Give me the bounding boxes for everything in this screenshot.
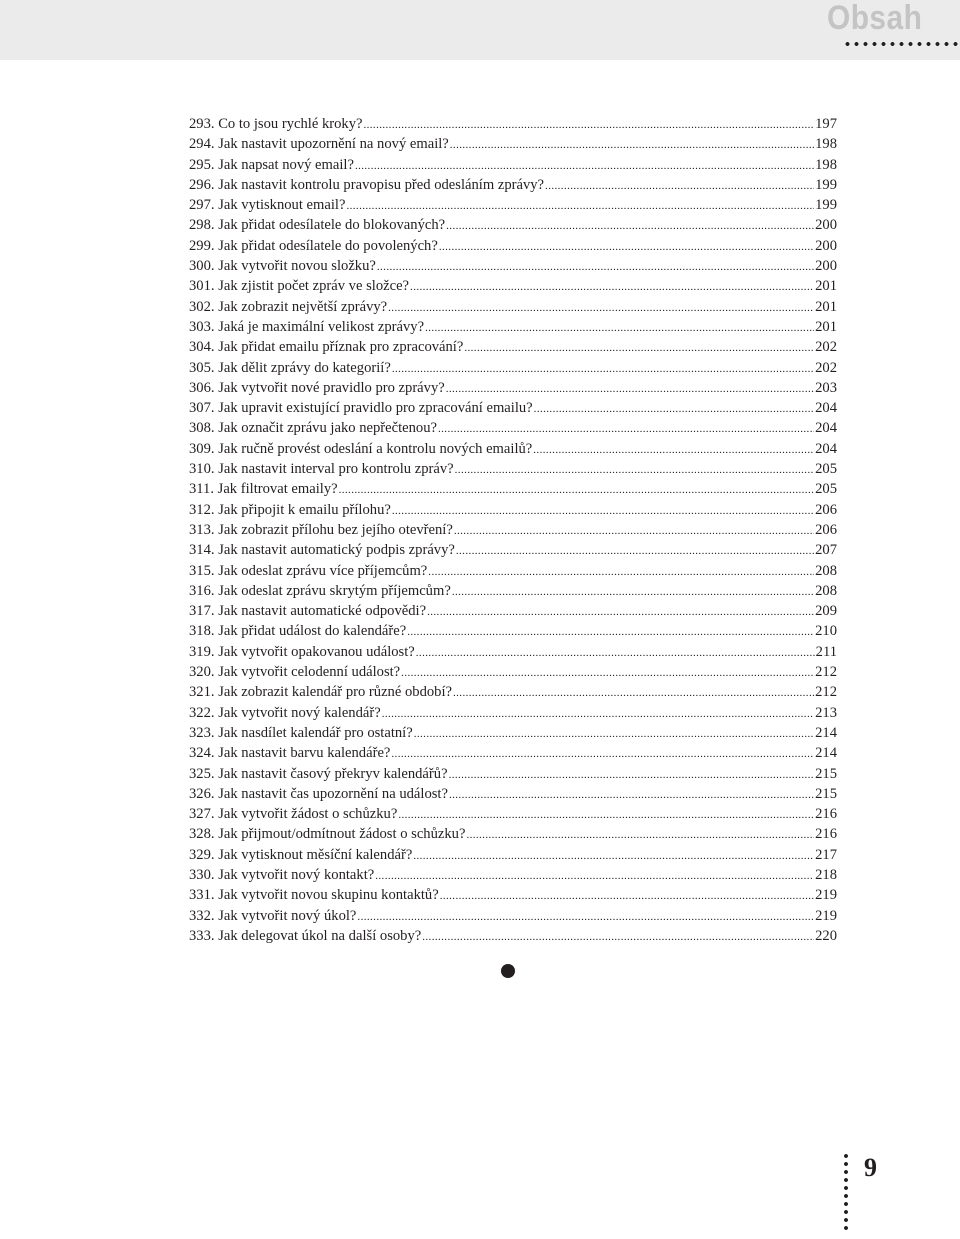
toc-dot-leader	[339, 480, 815, 500]
toc-entry-page: 216	[815, 826, 837, 843]
toc-entry-title: 300. Jak vytvořit novou složku?	[189, 258, 376, 275]
toc-entry[interactable]	[189, 276, 837, 296]
toc-entry-page: 205	[815, 481, 837, 498]
toc-entry-page: 204	[815, 420, 837, 437]
toc-entry-page: 204	[815, 440, 837, 457]
toc-entry-title: 311. Jak filtrovat emaily?	[189, 481, 338, 498]
toc-entry-page: 218	[815, 866, 837, 883]
toc-entry[interactable]	[189, 459, 837, 479]
toc-entry-page: 215	[815, 785, 837, 802]
toc-entry-page: 198	[815, 156, 837, 173]
page-number: 9	[864, 1153, 877, 1182]
toc-dot-leader	[392, 501, 814, 521]
toc-entry[interactable]	[189, 682, 837, 702]
toc-dot-leader	[449, 785, 814, 805]
toc-entry[interactable]	[189, 418, 837, 438]
toc-entry-title: 321. Jak zobrazit kalendář pro různé období?	[189, 684, 452, 701]
toc-dot-leader	[454, 521, 814, 541]
toc-dot-leader	[440, 886, 814, 906]
toc-entry[interactable]	[189, 155, 837, 175]
toc-dot-leader	[466, 825, 814, 845]
toc-dot-leader	[375, 866, 814, 886]
toc-entry-title: 331. Jak vytvořit novou skupinu kontaktů?	[189, 887, 439, 904]
toc-entry-title: 295. Jak napsat nový email?	[189, 156, 354, 173]
toc-entry-page: 201	[815, 298, 837, 315]
toc-entry[interactable]	[189, 215, 837, 235]
toc-entry-page: 206	[815, 501, 837, 518]
toc-entry[interactable]	[189, 743, 837, 763]
toc-entry-page: 198	[815, 136, 837, 153]
toc-entry-title: 326. Jak nastavit čas upozornění na událost?	[189, 785, 448, 802]
toc-entry-page: 220	[815, 927, 837, 944]
toc-dot-leader	[346, 196, 814, 216]
toc-entry-page: 201	[815, 278, 837, 295]
toc-dot-leader	[391, 744, 814, 764]
toc-entry[interactable]	[189, 520, 837, 540]
toc-entry[interactable]	[189, 114, 837, 134]
toc-dot-leader	[377, 257, 814, 277]
toc-entry-title: 308. Jak označit zprávu jako nepřečtenou?	[189, 420, 437, 437]
toc-dot-leader	[534, 399, 814, 419]
toc-dot-leader	[446, 216, 814, 236]
page-title: Obsah	[826, 0, 922, 37]
toc-entry-title: 327. Jak vytvořit žádost o schůzku?	[189, 806, 398, 823]
toc-entry[interactable]	[189, 256, 837, 276]
toc-dot-leader	[425, 318, 814, 338]
toc-entry-page: 208	[815, 562, 837, 579]
toc-entry[interactable]	[189, 642, 837, 662]
page-number-dotted-rule	[843, 1152, 849, 1234]
section-end-bullet	[501, 964, 515, 978]
toc-entry-title: 333. Jak delegovat úkol na další osoby?	[189, 927, 422, 944]
header-dotted-rule	[843, 41, 960, 47]
toc-entry-page: 200	[815, 217, 837, 234]
toc-entry-title: 307. Jak upravit existující pravidlo pro zpracování emailu?	[189, 400, 533, 417]
toc-dot-leader	[438, 419, 814, 439]
toc-dot-leader	[446, 379, 814, 399]
toc-entry-title: 324. Jak nastavit barvu kalendáře?	[189, 745, 391, 762]
toc-entry-title: 306. Jak vytvořit nové pravidlo pro zprávy?	[189, 379, 445, 396]
toc-entry-page: 215	[815, 765, 837, 782]
toc-entry[interactable]	[189, 703, 837, 723]
toc-entry[interactable]	[189, 865, 837, 885]
toc-entry-page: 202	[815, 339, 837, 356]
toc-entry[interactable]	[189, 926, 837, 946]
toc-entry-title: 320. Jak vytvořit celodenní událost?	[189, 664, 401, 681]
toc-entry-title: 328. Jak přijmout/odmítnout žádost o schůzku?	[189, 826, 466, 843]
toc-entry-title: 318. Jak přidat událost do kalendáře?	[189, 623, 407, 640]
toc-dot-leader	[453, 683, 814, 703]
toc-entry-page: 209	[815, 603, 837, 620]
toc-entry[interactable]	[189, 317, 837, 337]
toc-entry-page: 208	[815, 582, 837, 599]
toc-entry-page: 212	[815, 684, 837, 701]
toc-entry-title: 293. Co to jsou rychlé kroky?	[189, 116, 363, 132]
toc-dot-leader	[407, 622, 814, 642]
table-of-contents	[189, 114, 837, 946]
toc-entry-title: 319. Jak vytvořit opakovanou událost?	[189, 643, 415, 660]
toc-dot-leader	[357, 907, 814, 927]
toc-dot-leader	[414, 724, 814, 744]
toc-dot-leader	[427, 602, 814, 622]
toc-entry-title: 294. Jak nastavit upozornění na nový email?	[189, 136, 449, 153]
toc-entry-page: 212	[815, 664, 837, 681]
toc-dot-leader	[422, 927, 814, 947]
toc-entry[interactable]	[189, 845, 837, 865]
toc-entry[interactable]	[189, 581, 837, 601]
toc-dot-leader	[449, 765, 815, 785]
toc-entry-page: 219	[815, 907, 837, 924]
toc-dot-leader	[416, 643, 815, 663]
toc-entry-page: 201	[815, 318, 837, 335]
toc-dot-leader	[464, 338, 814, 358]
header-band	[0, 0, 960, 60]
toc-entry-page: 210	[815, 623, 837, 640]
toc-dot-leader	[439, 237, 814, 257]
toc-dot-leader	[413, 846, 814, 866]
toc-entry-title: 298. Jak přidat odesílatele do blokovaných?	[189, 217, 446, 234]
toc-entry-title: 313. Jak zobrazit přílohu bez jejího otevření?	[189, 521, 453, 538]
toc-entry[interactable]	[189, 500, 837, 520]
toc-entry-page: 199	[815, 197, 837, 214]
toc-entry[interactable]	[189, 824, 837, 844]
toc-dot-leader	[382, 704, 814, 724]
toc-entry-title: 332. Jak vytvořit nový úkol?	[189, 907, 357, 924]
toc-entry[interactable]	[189, 662, 837, 682]
toc-entry[interactable]	[189, 439, 837, 459]
toc-entry-title: 325. Jak nastavit časový překryv kalendářů?	[189, 765, 448, 782]
toc-entry-page: 219	[815, 887, 837, 904]
toc-entry[interactable]	[189, 885, 837, 905]
toc-entry-page: 200	[815, 237, 837, 254]
toc-entry[interactable]	[189, 337, 837, 357]
toc-entry-title: 301. Jak zjistit počet zpráv ve složce?	[189, 278, 410, 295]
toc-dot-leader	[388, 298, 814, 318]
toc-entry-page: 202	[815, 359, 837, 376]
toc-entry-title: 309. Jak ručně provést odeslání a kontrolu nových emailů?	[189, 440, 533, 457]
toc-entry[interactable]	[189, 398, 837, 418]
toc-entry[interactable]	[189, 236, 837, 256]
toc-entry-page: 216	[815, 806, 837, 823]
toc-dot-leader	[410, 277, 814, 297]
toc-entry[interactable]	[189, 378, 837, 398]
toc-dot-leader	[452, 582, 814, 602]
toc-entry-title: 312. Jak připojit k emailu přílohu?	[189, 501, 391, 518]
toc-entry-title: 330. Jak vytvořit nový kontakt?	[189, 866, 375, 883]
toc-entry-page: 200	[815, 258, 837, 275]
toc-dot-leader	[392, 359, 814, 379]
toc-entry-title: 317. Jak nastavit automatické odpovědi?	[189, 603, 427, 620]
toc-entry[interactable]	[189, 601, 837, 621]
toc-entry-title: 329. Jak vytisknout měsíční kalendář?	[189, 846, 413, 863]
toc-entry[interactable]	[189, 540, 837, 560]
toc-entry-page: 204	[815, 400, 837, 417]
toc-entry-title: 297. Jak vytisknout email?	[189, 197, 346, 214]
toc-entry[interactable]	[189, 764, 837, 784]
toc-entry[interactable]	[189, 804, 837, 824]
toc-entry[interactable]	[189, 479, 837, 499]
toc-entry-title: 310. Jak nastavit interval pro kontrolu zpráv?	[189, 461, 454, 478]
toc-entry[interactable]	[189, 561, 837, 581]
toc-entry-page: 197	[815, 116, 837, 132]
toc-entry-title: 305. Jak dělit zprávy do kategorií?	[189, 359, 391, 376]
toc-entry-page: 214	[815, 745, 837, 762]
toc-dot-leader	[533, 440, 814, 460]
toc-entry-page: 205	[815, 461, 837, 478]
toc-dot-leader	[398, 805, 814, 825]
toc-entry[interactable]	[189, 134, 837, 154]
toc-entry[interactable]	[189, 906, 837, 926]
toc-dot-leader	[363, 115, 814, 135]
toc-entry[interactable]	[189, 297, 837, 317]
toc-entry-title: 323. Jak nasdílet kalendář pro ostatní?	[189, 724, 413, 741]
toc-entry-page: 213	[815, 704, 837, 721]
toc-dot-leader	[455, 460, 814, 480]
toc-entry-page: 207	[815, 542, 837, 559]
toc-entry-title: 315. Jak odeslat zprávu více příjemcům?	[189, 562, 428, 579]
toc-entry-title: 316. Jak odeslat zprávu skrytým příjemcům?	[189, 582, 451, 599]
toc-dot-leader	[355, 156, 814, 176]
toc-entry[interactable]	[189, 784, 837, 804]
toc-dot-leader	[450, 135, 814, 155]
toc-dot-leader	[428, 562, 814, 582]
toc-entry-page: 214	[815, 724, 837, 741]
toc-entry[interactable]	[189, 621, 837, 641]
toc-entry-page: 217	[815, 846, 837, 863]
toc-entry-title: 322. Jak vytvořit nový kalendář?	[189, 704, 381, 721]
toc-dot-leader	[401, 663, 814, 683]
toc-entry-title: 296. Jak nastavit kontrolu pravopisu před odesláním zprávy?	[189, 176, 545, 193]
toc-entry[interactable]	[189, 358, 837, 378]
toc-entry-title: 302. Jak zobrazit největší zprávy?	[189, 298, 388, 315]
toc-entry[interactable]	[189, 195, 837, 215]
toc-dot-leader	[456, 541, 814, 561]
toc-entry[interactable]	[189, 723, 837, 743]
toc-entry-page: 199	[815, 176, 837, 193]
toc-entry-title: 303. Jaká je maximální velikost zprávy?	[189, 318, 425, 335]
toc-entry-title: 299. Jak přidat odesílatele do povolených?	[189, 237, 438, 254]
toc-entry-page: 211	[815, 643, 837, 660]
toc-entry-title: 314. Jak nastavit automatický podpis zprávy?	[189, 542, 455, 559]
toc-entry-title: 304. Jak přidat emailu příznak pro zpracování?	[189, 339, 464, 356]
toc-entry-page: 206	[815, 521, 837, 538]
toc-entry-page: 203	[815, 379, 837, 396]
toc-dot-leader	[545, 176, 814, 196]
toc-entry[interactable]	[189, 175, 837, 195]
